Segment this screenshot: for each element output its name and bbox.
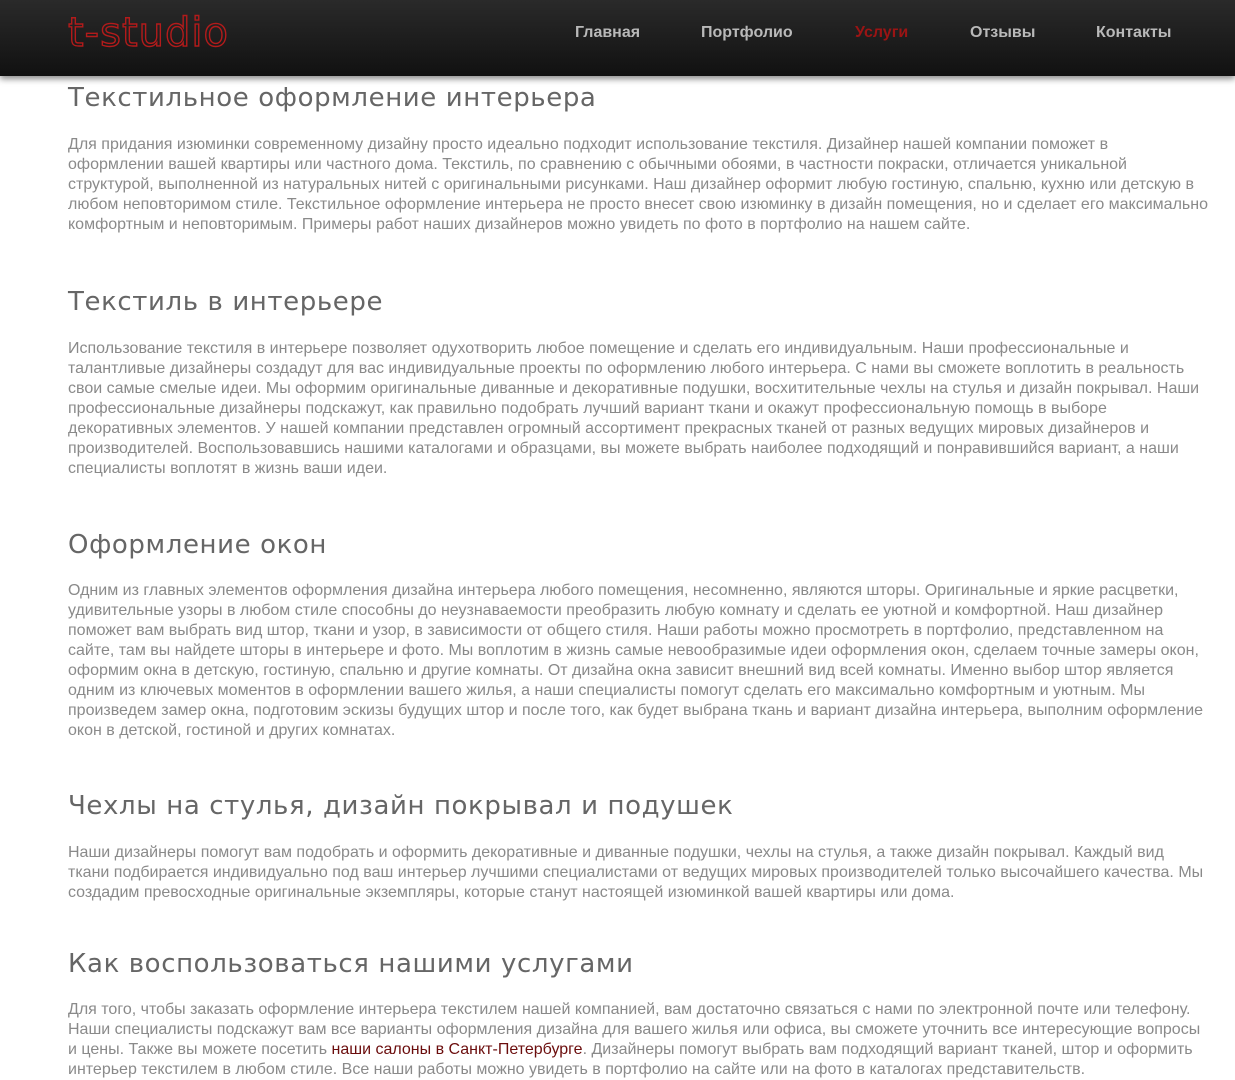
section-how-to-order — [68, 946, 1208, 1080]
section-text: Для придания изюминки современному дизайну просто идеально подходит использование текстиля. Дизайнер нашей компании поможет в оформлении вашей квартиры или частного дома. Текстиль, по сравнению с обычными обоями, в частности покраски, отличается уникальной структурой, выполненной из натуральных нитей с оригинальными рисунками. Наш дизайнер оформит любую гостиную, спальню, кухню или детскую в любом неповторимом стиле. Текстильное оформление интерьера не просто внесет свою изюминку в дизайн помещения, но и сделает его максимально комфортным и неповторимым. Примеры работ наших дизайнеров можно увидеть по фото в портфолио на нашем сайте. — [68, 136, 1208, 233]
section-title: Как воспользоваться нашими услугами — [68, 949, 634, 979]
main-content — [68, 76, 1208, 1080]
site-header — [0, 0, 1235, 76]
nav-item-services[interactable]: Услуги — [855, 24, 909, 41]
nav-item-portfolio[interactable]: Портфолио — [701, 24, 793, 41]
section-title: Текстильное оформление интерьера — [68, 83, 597, 113]
section-text: Одним из главных элементов оформления дизайна интерьера любого помещения, несомненно, являются шторы. Оригинальные и яркие расцветки, удивительные узоры в любом стиле способны до неузнаваемости преобразить любую комнату и сделать ее уютной и комфортной. Наш дизайнер поможет вам выбрать вид штор, ткани и узор, в зависимости от общего стиля. Наши работы можно просмотреть в портфолио, представленном на сайте, там вы найдете шторы в интерьере и фото. Мы воплотим в жизнь самые невообразимые идеи оформления окон, сделаем точные замеры окон, оформим окна в детскую, гостиную, спальню и другие комнаты. От дизайна окна зависит внешний вид всей комнаты. Именно выбор штор является одним из ключевых моментов в оформлении вашего жилья, а наши специалисты помогут сделать его максимально комфортным и уютным. Мы произведем замер окна, подготовим эскизы будущих штор и после того, как будет выбрана ткань и вариант дизайна интерьера, выполним оформление окон в детской, гостиной и других комнатах. — [68, 582, 1204, 739]
nav-item-contacts[interactable]: Контакты — [1096, 24, 1172, 41]
section-text: Использование текстиля в интерьере позволяет одухотворить любое помещение и сделать его индивидуальным. Наши профессиональные и талантливые дизайнеры создадут для вас индивидуальные проекты по оформлению любого интерьера. С нами вы сможете воплотить в реальность свои самые смелые идеи. Мы оформим оригинальные диванные и декоративные подушки, восхитительные чехлы на стулья и дизайн покрывал. Наши профессиональные дизайнеры подскажут, как правильно подобрать лучший вариант ткани и окажут профессиональную помощь в выборе декоративных элементов. У нашей компании представлен огромный ассортимент прекрасных тканей от разных ведущих мировых дизайнеров и производителей. Воспользовавшись нашими каталогами и образцами, вы можете выбрать наиболее подходящий и понравившийся вариант, а наши специалисты воплотят в жизнь ваши идеи. — [68, 340, 1200, 477]
salons-link[interactable]: наши салоны в Санкт-Петербурге — [331, 1041, 583, 1058]
section-text-start: Для того, чтобы заказать оформление интерьера текстилем нашей компанией, вам достаточно связаться с нами по электронной почте или телефону. Наши специалисты подскажут вам все варианты оформления дизайна для вашего жилья или офиса, вы сможете уточнить все интересующие вопросы и цены. Также вы можете посетить — [68, 1001, 1201, 1058]
section-textile-design — [68, 80, 1208, 235]
section-textile-interior — [68, 284, 1208, 479]
section-windows — [68, 527, 1208, 741]
section-text: Наши дизайнеры помогут вам подобрать и оформить декоративные и диванные подушки, чехлы на стулья, а также дизайн покрывал. Каждый вид ткани подбирается индивидуально под ваш интерьер лучшими специалистами от ведущих мировых производителей только высочайшего качества. Мы создадим превосходные оригинальные экземпляры, которые станут настоящей изюминкой вашей квартиры или дома. — [68, 844, 1204, 901]
section-covers-pillows — [68, 788, 1208, 903]
section-title: Текстиль в интерьере — [68, 287, 384, 317]
nav-item-reviews[interactable]: Отзывы — [970, 24, 1036, 41]
section-title: Чехлы на стулья, дизайн покрывал и подушек — [68, 791, 734, 821]
nav-item-home[interactable]: Главная — [575, 24, 641, 41]
section-text-end: . Дизайнеры помогут выбрать вам подходящий вариант тканей, штор и оформить интерьер текстилем в любом стиле. Все наши работы можно увидеть в портфолио на сайте или на фото в каталогах представительств. — [68, 1041, 1193, 1078]
main-nav — [575, 24, 1235, 48]
section-text — [68, 1000, 1208, 1080]
site-logo[interactable]: t-studio — [68, 10, 229, 56]
section-title: Оформление окон — [68, 530, 328, 560]
